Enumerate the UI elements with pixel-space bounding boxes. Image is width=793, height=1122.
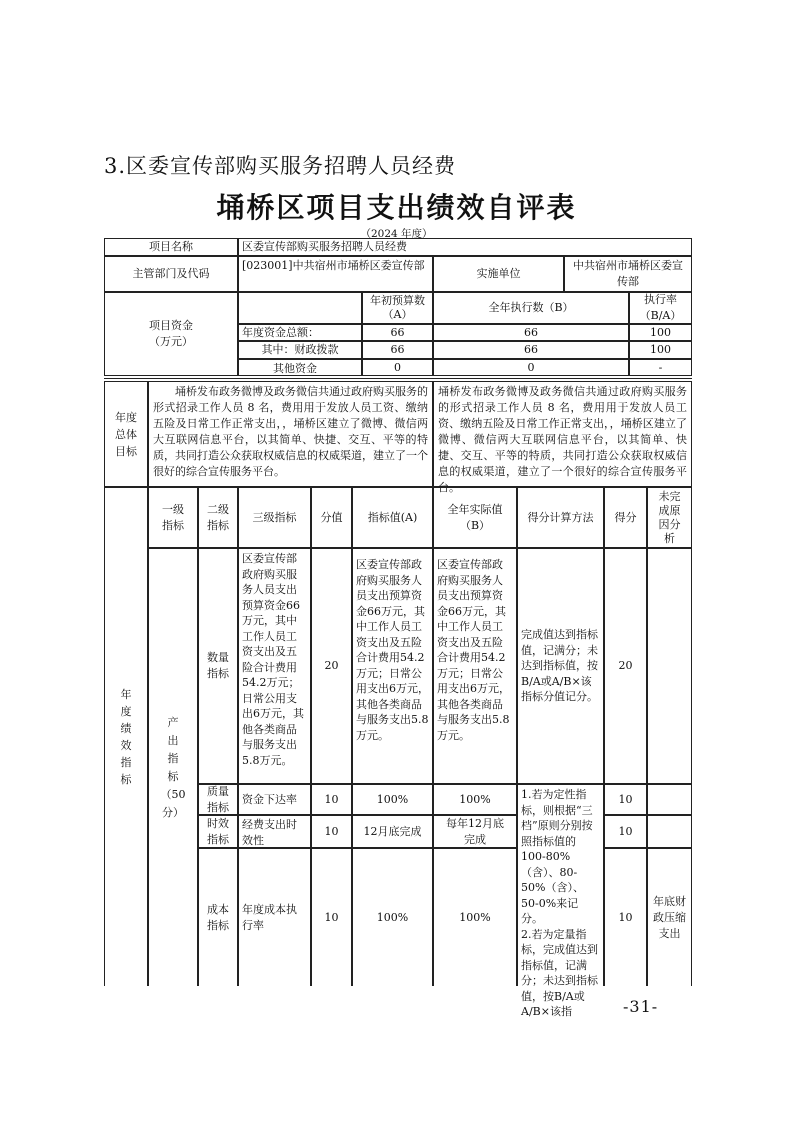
goals-planned: 埇桥发布政务微博及政务微信共通过政府购买服务的形式招录工作人员 8 名，费用用于发放人员工资、缴纳五险及日常工作正常支出，，埇桥区建立了微博、微信两大互联网信息平台，以其简单、快捷、交互、平等的特质，共同打造公众获取权威信息的权威渠道，建立了一个很好的综合宣传服务平台。 <box>148 381 433 487</box>
implementer-label: 实施单位 <box>433 256 564 292</box>
quantity-weight: 20 <box>311 548 352 784</box>
quantity-level3: 区委宣传部政府购买服务人员支出预算资金66万元，其中工作人员工资支出及五险合计费用54.2万元；日常公用支出6万元，其他各类商品与服务支出5.8万元。 <box>238 548 311 784</box>
quality-weight: 10 <box>311 784 352 815</box>
funds-other-rate: - <box>629 359 692 376</box>
funds-total-budget: 66 <box>362 324 433 341</box>
goals-label: 年度 总体 目标 <box>104 381 148 487</box>
funds-fiscal-exec: 66 <box>433 341 629 359</box>
quality-target: 100% <box>352 784 433 815</box>
quantity-target: 区委宣传部政府购买服务人员支出预算资金66万元，其中工作人员工资支出及五险合计费用54.2万元；日常公用支出6万元，其他各类商品与服务支出5.8万元。 <box>352 548 433 784</box>
funds-total-rate: 100 <box>629 324 692 341</box>
quantity-reason <box>647 548 692 784</box>
quantity-actual: 区委宣传部政府购买服务人员支出预算资金66万元，其中工作人员工资支出及五险合计费用54.2万元；日常公用支出6万元，其他各类商品与服务支出5.8万元。 <box>433 548 517 784</box>
cost-level3: 年度成本执行率 <box>238 848 311 986</box>
funds-rate-header: 执行率（B/A） <box>629 292 692 324</box>
page-number: -31- <box>623 997 659 1016</box>
goals-actual: 埇桥发布政务微博及政务微信共通过政府购买服务的形式招录工作人员 8 名，费用用于发放人员工资、缴纳五险及日常工作正常支出，，埇桥区建立了微博、微信两大互联网信息平台，以其简单、快捷、交互、平等的特质，共同打造公众获取权威信息的权威渠道，建立了一个很好的综合宣传服务平台。 <box>433 381 692 487</box>
header-weight: 分值 <box>311 487 352 548</box>
header-reason: 未完 成原 因分 析 <box>647 487 692 548</box>
header-level3: 三级指标 <box>238 487 311 548</box>
project-name-value: 区委宣传部购买服务招聘人员经费 <box>238 238 692 256</box>
funds-fiscal-budget: 66 <box>362 341 433 359</box>
header-level1: 一级 指标 <box>148 487 198 548</box>
quality-actual: 100% <box>433 784 517 815</box>
department-value: [023001]中共宿州市埇桥区委宣传部 <box>238 256 433 292</box>
funds-exec-header: 全年执行数（B） <box>433 292 629 324</box>
shared-method: 1.若为定性指标，则根据“三档”原则分别按照指标值的100-80%（含）、80-50%（含）、50-0%来记分。 2.若为定量指标，完成值达到指标值，记满分；未达到指标值，按B/A或A/B×该指 <box>517 784 604 986</box>
header-score: 得分 <box>604 487 647 548</box>
separator-line <box>104 378 692 379</box>
funds-other-exec: 0 <box>433 359 629 376</box>
quality-level3: 资金下达率 <box>238 784 311 815</box>
timeliness-target: 12月底完成 <box>352 815 433 848</box>
section-heading: 3.区委宣传部购买服务招聘人员经费 <box>104 154 457 178</box>
timeliness-level2: 时效 指标 <box>198 815 238 848</box>
timeliness-actual: 每年12月底完成 <box>433 815 517 848</box>
funds-fiscal-label: 其中：财政拨款 <box>238 341 362 359</box>
document-title: 埇桥区项目支出绩效自评表 <box>216 191 577 224</box>
quantity-method: 完成值达到指标值，记满分；未达到指标值，按B/A或A/B×该指标分值记分。 <box>517 548 604 784</box>
funds-total-exec: 66 <box>433 324 629 341</box>
level1-output-label: 产 出 指 标 （50 分） <box>148 548 198 986</box>
funds-other-budget: 0 <box>362 359 433 376</box>
timeliness-score: 10 <box>604 815 647 848</box>
quality-level2: 质量 指标 <box>198 784 238 815</box>
header-level2: 二级 指标 <box>198 487 238 548</box>
cost-actual: 100% <box>433 848 517 986</box>
cost-level2: 成本 指标 <box>198 848 238 986</box>
quality-reason <box>647 784 692 815</box>
timeliness-level3: 经费支出时效性 <box>238 815 311 848</box>
header-actual: 全年实际值 （B） <box>433 487 517 548</box>
timeliness-reason <box>647 815 692 848</box>
project-name-label: 项目名称 <box>104 238 238 256</box>
cost-reason: 年底财政压缩支出 <box>647 848 692 986</box>
quality-score: 10 <box>604 784 647 815</box>
funds-header-blank <box>238 292 362 324</box>
funds-total-label: 年度资金总额： <box>238 324 362 341</box>
implementer-value: 中共宿州市埇桥区委宣传部 <box>564 256 692 292</box>
header-target: 指标值(A) <box>352 487 433 548</box>
cost-score: 10 <box>604 848 647 986</box>
quantity-level2: 数量 指标 <box>198 548 238 784</box>
timeliness-weight: 10 <box>311 815 352 848</box>
funds-other-label: 其他资金 <box>238 359 362 376</box>
cost-weight: 10 <box>311 848 352 986</box>
quantity-score: 20 <box>604 548 647 784</box>
indicators-section-label: 年 度 绩 效 指 标 <box>104 487 148 986</box>
header-method: 得分计算方法 <box>517 487 604 548</box>
funds-fiscal-rate: 100 <box>629 341 692 359</box>
cost-target: 100% <box>352 848 433 986</box>
funds-label: 项目资金 （万元） <box>104 292 238 376</box>
funds-budget-header: 年初预算数 （A） <box>362 292 433 324</box>
year-label: （2024 年度） <box>360 228 433 240</box>
department-label: 主管部门及代码 <box>104 256 238 292</box>
